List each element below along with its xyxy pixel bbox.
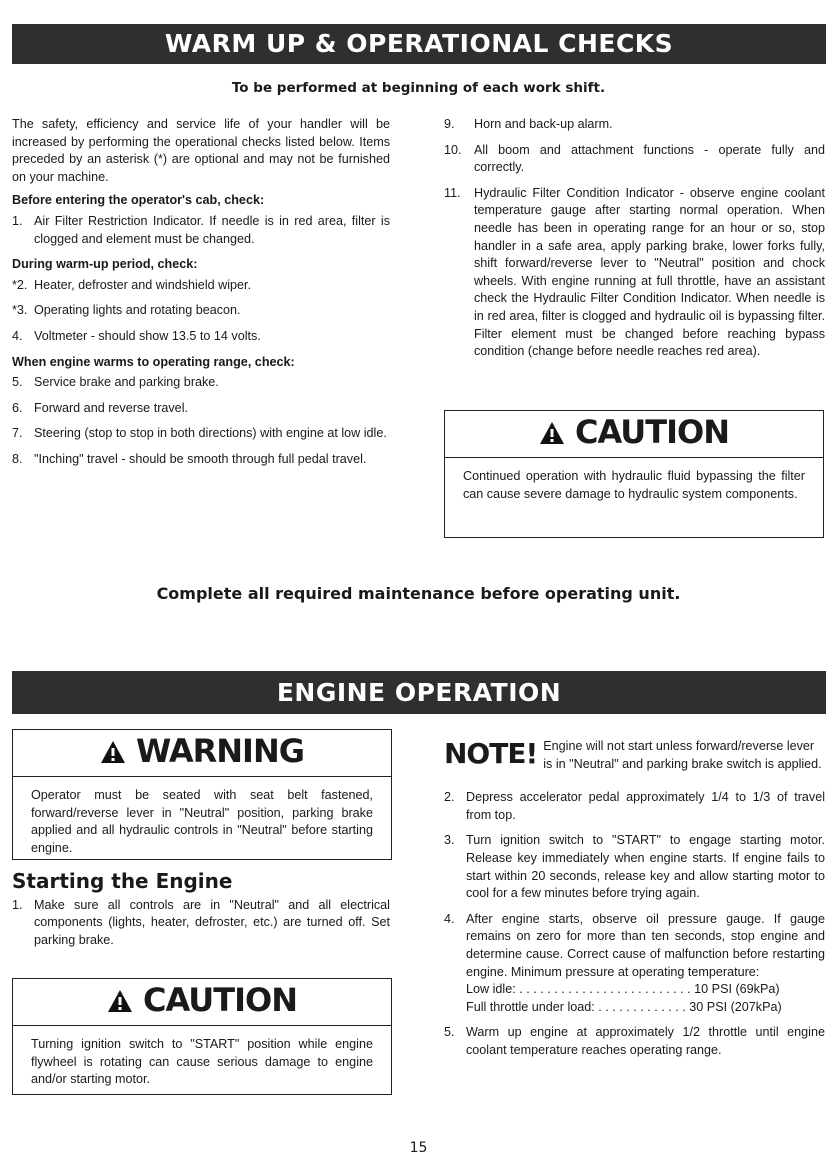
- item-text: Make sure all controls are in "Neutral" and all electrical components (lights, heater, defroster, etc.) are turned off. Set parking brake.: [34, 897, 390, 947]
- starting-engine-heading: Starting the Engine: [12, 869, 233, 893]
- item-text: After engine starts, observe oil pressure gauge. If gauge remains on zero for more than ten seconds, stop engine and determine cause. Correct cause of malfunction before restarting engine. Minimum pressure at operating temperature:: [466, 911, 825, 979]
- item-text: Warm up engine at approximately 1/2 throttle until engine coolant temperature reaches operating range.: [466, 1025, 825, 1057]
- item-text: Hydraulic Filter Condition Indicator - observe engine coolant temperature gauge after starting normal operation. When needle has been in operating range for an hour or so, stop handler in a safe area, apply parking brake, lower forks fully, shift forward/reverse lever to "Neutral" position and chock wheels. With engine running at full throttle, have an assistant check the Hydraulic Filter Condition Indicator. When needle is in red area, filter is clogged and hydraulic oil is bypassing filter. Filter element must be changed before reaching bypass condition (change before needle reaches red area).: [474, 185, 825, 359]
- caution-title: CAUTION: [143, 981, 297, 1019]
- item-number: 9.: [444, 117, 455, 131]
- engine-steps-column: [444, 738, 825, 1068]
- note-label: NOTE!: [444, 737, 538, 770]
- operating-range-heading: When engine warms to operating range, check:: [12, 354, 295, 369]
- item-number: 5.: [12, 375, 23, 390]
- list-item: [444, 911, 825, 981]
- maintenance-reminder: Complete all required maintenance before operating unit.: [156, 584, 681, 603]
- dot-leader: . . . . . . . . . . . . .: [594, 999, 690, 1014]
- item-number: 5.: [444, 1025, 455, 1040]
- list-item: [12, 374, 390, 392]
- item-text: Air Filter Restriction Indicator. If needle is in red area, filter is clogged and element must be changed.: [34, 213, 390, 246]
- list-item: [444, 185, 825, 361]
- warning-title: WARNING: [136, 732, 304, 770]
- item-number: 3.: [444, 833, 455, 848]
- note-text: Engine will not start unless forward/reverse lever is in "Neutral" and parking brake switch is applied.: [543, 739, 822, 771]
- list-item: [444, 789, 825, 824]
- item-number: 11.: [444, 185, 461, 200]
- pressure-label: Full throttle under load:: [466, 999, 595, 1014]
- item-number: 6.: [12, 400, 23, 415]
- caution-box-hydraulic: [444, 410, 824, 538]
- item-text: Steering (stop to stop in both directions) with engine at low idle.: [34, 426, 387, 441]
- item-text: Turn ignition switch to "START" to engage starting motor. Release key immediately when engine starts. If engine fails to start within 20 seconds, release key and allow starting motor to cool for a few minutes before trying again.: [466, 833, 825, 901]
- left-column-checks: [12, 116, 390, 477]
- item-text: Depress accelerator pedal approximately 1/4 to 1/3 of travel from top.: [466, 790, 825, 822]
- pressure-value: 30 PSI (207kPa): [689, 999, 782, 1014]
- list-item: [444, 1024, 825, 1059]
- item-number: 7.: [12, 426, 23, 441]
- caution-text: Turning ignition switch to "START" position while engine flywheel is rotating can cause serious damage to engine and/or starting motor.: [31, 1037, 373, 1086]
- before-cab-heading: Before entering the operator's cab, check:: [12, 193, 265, 208]
- banner-title: ENGINE OPERATION: [276, 678, 562, 707]
- list-item: [12, 213, 390, 248]
- warmup-heading: During warm-up period, check:: [12, 257, 198, 272]
- banner-title: WARM UP & OPERATIONAL CHECKS: [164, 29, 674, 58]
- item-text: Horn and back-up alarm.: [474, 117, 613, 131]
- pressure-label: Low idle:: [466, 982, 516, 997]
- caution-header: [445, 411, 823, 458]
- item-text: Forward and reverse travel.: [34, 400, 188, 415]
- list-item: [12, 897, 390, 950]
- shift-subtitle: To be performed at beginning of each work shift.: [231, 80, 606, 96]
- item-text: Service brake and parking brake.: [34, 375, 219, 390]
- list-item: [12, 302, 390, 320]
- item-number: 1.: [12, 213, 23, 228]
- list-item: [12, 328, 390, 346]
- item-text: Heater, defroster and windshield wiper.: [34, 277, 252, 292]
- item-number: *3.: [12, 303, 28, 318]
- caution-title: CAUTION: [575, 413, 729, 451]
- starting-engine-section: [12, 869, 390, 957]
- item-text: All boom and attachment functions - operate fully and correctly.: [474, 142, 825, 175]
- caution-text: Continued operation with hydraulic fluid bypassing the filter can cause severe damage to hydraulic system components.: [463, 469, 805, 501]
- pressure-row: [466, 999, 825, 1017]
- warning-triangle-icon: [539, 415, 565, 453]
- item-number: 10.: [444, 142, 462, 157]
- list-item: [12, 451, 390, 469]
- list-item: [444, 142, 825, 177]
- item-number: 4.: [444, 911, 455, 926]
- list-item: [444, 116, 825, 134]
- caution-box-ignition: [12, 978, 392, 1095]
- list-item: [12, 277, 390, 295]
- warning-triangle-icon: [100, 734, 126, 772]
- warning-header: [13, 730, 391, 777]
- warning-text: Operator must be seated with seat belt fastened, forward/reverse lever in "Neutral" position, parking brake applied and all hydraulic controls in "Neutral" before starting engine.: [31, 788, 373, 855]
- item-text: "Inching" travel - should be smooth through full pedal travel.: [34, 451, 367, 466]
- right-column-checks: [444, 116, 825, 369]
- item-number: 8.: [12, 451, 23, 466]
- dot-leader: . . . . . . . . . . . . . . . . . . . . . . . . .: [515, 982, 695, 997]
- caution-header: [13, 979, 391, 1026]
- section-banner-warm-up: [12, 24, 826, 64]
- item-number: 1.: [12, 897, 23, 912]
- section-banner-engine-operation: [12, 671, 826, 714]
- warning-triangle-icon: [107, 983, 133, 1021]
- page-number: 15: [409, 1140, 428, 1156]
- list-item: [444, 832, 825, 902]
- note-block: [444, 738, 825, 773]
- warning-box: [12, 729, 392, 860]
- item-number: 4.: [12, 328, 23, 343]
- item-number: 2.: [444, 790, 455, 805]
- pressure-table: [466, 981, 825, 1016]
- intro-paragraph: The safety, efficiency and service life of your handler will be increased by performing the operational checks listed below. Items preceded by an asterisk (*) are optional and may not be furnished on your machine.: [12, 117, 390, 184]
- item-text: Voltmeter - should show 13.5 to 14 volts.: [34, 328, 261, 343]
- item-text: Operating lights and rotating beacon.: [34, 303, 241, 318]
- list-item: [12, 400, 390, 418]
- item-number: *2.: [12, 277, 28, 292]
- list-item: [12, 425, 390, 443]
- pressure-value: 10 PSI (69kPa): [694, 982, 780, 997]
- pressure-row: [466, 981, 825, 999]
